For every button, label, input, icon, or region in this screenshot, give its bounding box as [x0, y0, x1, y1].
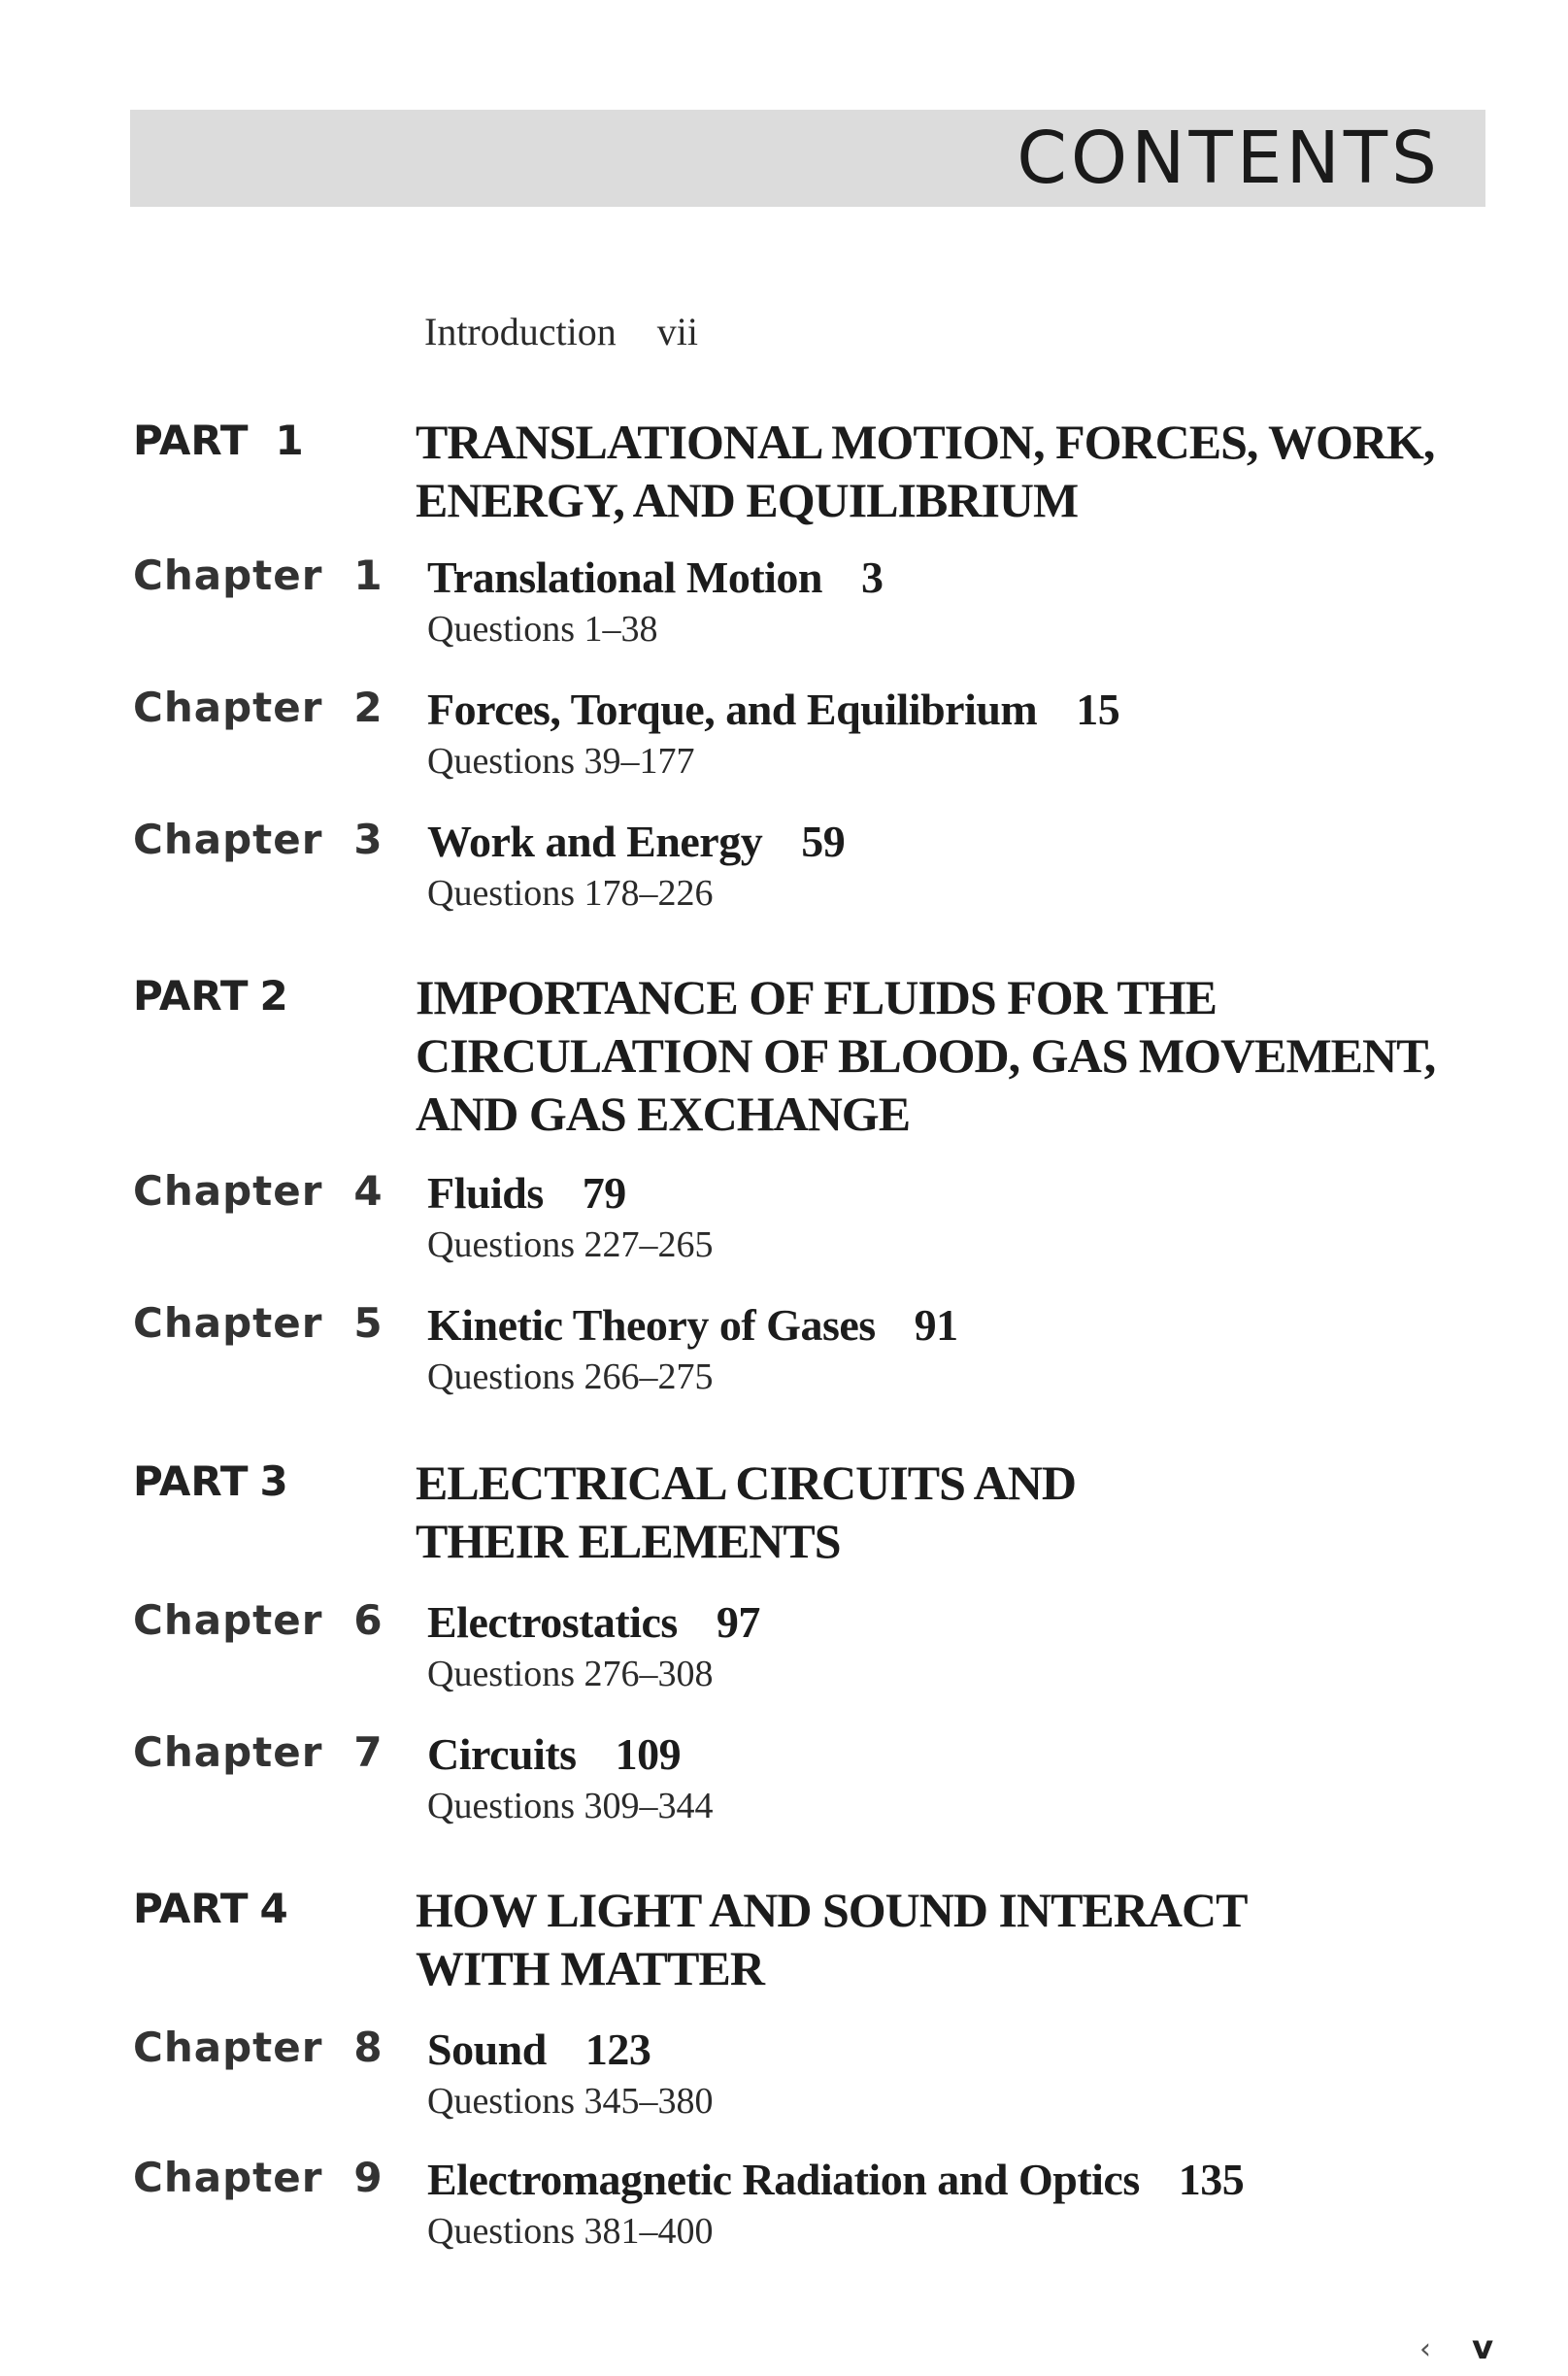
chapter-title[interactable] [427, 2154, 1244, 2206]
chapter-number: 8 [353, 2024, 384, 2071]
chapter-title-text: Translational Motion [427, 552, 823, 602]
chapter-page: 135 [1178, 2155, 1245, 2204]
part-title-line: HOW LIGHT AND SOUND INTERACT [416, 1883, 1248, 1937]
part-title[interactable] [416, 1454, 1076, 1570]
chapter-page: 123 [584, 2025, 651, 2074]
part-label-text: PART [133, 1885, 249, 1932]
introduction-label: Introduction [424, 310, 617, 353]
chapter-number: 1 [353, 552, 384, 599]
chapter-questions: Questions 39–177 [427, 741, 695, 782]
chapter-label-text: Chapter [133, 816, 323, 863]
part-title-line: WITH MATTER [416, 1941, 764, 1995]
part-title-line: ENERGY, AND EQUILIBRIUM [416, 473, 1079, 527]
chapter-title[interactable] [427, 816, 845, 868]
part-number: 3 [259, 1457, 288, 1505]
part-title-line: TRANSLATIONAL MOTION, FORCES, WORK, [416, 415, 1435, 469]
part-label-text: PART [133, 1457, 249, 1505]
contents-header-band [130, 110, 1485, 207]
chapter-title-text: Sound [427, 2025, 547, 2074]
chapter-number: 2 [353, 684, 384, 731]
chapter-title-text: Electromagnetic Radiation and Optics [427, 2155, 1140, 2204]
chapter-page: 79 [582, 1168, 626, 1218]
chapter-number: 9 [353, 2154, 384, 2201]
chapter-number: 5 [353, 1299, 384, 1347]
chapter-title[interactable] [427, 552, 884, 604]
chapter-label-text: Chapter [133, 2154, 323, 2201]
part-label [133, 1885, 288, 1933]
part-label [133, 1457, 288, 1506]
chapter-page: 109 [615, 1729, 682, 1779]
chapter-title[interactable] [427, 684, 1119, 736]
chapter-page: 97 [716, 1597, 760, 1647]
chapter-label-text: Chapter [133, 1299, 323, 1347]
chapter-label [133, 1167, 384, 1216]
chapter-label [133, 1596, 384, 1645]
chapter-questions: Questions 178–226 [427, 873, 714, 914]
chapter-title[interactable] [427, 1299, 958, 1352]
chapter-label-text: Chapter [133, 1167, 323, 1215]
chapter-label-text: Chapter [133, 1596, 323, 1644]
chapter-title[interactable] [427, 1167, 626, 1220]
chapter-label-text: Chapter [133, 684, 323, 731]
chapter-questions: Questions 1–38 [427, 609, 658, 650]
part-number: 4 [259, 1885, 288, 1932]
scan-mark-icon: ‹ [1419, 2332, 1431, 2366]
chapter-label [133, 552, 384, 600]
chapter-label [133, 816, 384, 864]
chapter-title[interactable] [427, 1596, 760, 1649]
chapter-page: 15 [1076, 685, 1120, 734]
part-label [133, 417, 304, 465]
page-number: v [1472, 2328, 1494, 2367]
page-footer [1419, 2328, 1493, 2367]
chapter-number: 4 [353, 1167, 384, 1215]
chapter-page: 59 [801, 817, 846, 866]
chapter-title-text: Kinetic Theory of Gases [427, 1300, 876, 1350]
part-title[interactable] [416, 968, 1435, 1143]
part-title-line: ELECTRICAL CIRCUITS AND [416, 1456, 1076, 1510]
toc-introduction[interactable] [424, 309, 698, 354]
chapter-title-text: Circuits [427, 1729, 577, 1779]
chapter-title-text: Fluids [427, 1168, 544, 1218]
part-title-line: CIRCULATION OF BLOOD, GAS MOVEMENT, [416, 1028, 1436, 1083]
chapter-label [133, 1728, 384, 1777]
chapter-label-text: Chapter [133, 1728, 323, 1776]
chapter-title-text: Forces, Torque, and Equilibrium [427, 685, 1038, 734]
part-number: 2 [259, 972, 288, 1020]
chapter-label [133, 684, 384, 732]
part-title[interactable] [416, 413, 1434, 529]
chapter-title[interactable] [427, 1728, 681, 1781]
chapter-questions: Questions 345–380 [427, 2081, 714, 2122]
part-number: 1 [275, 417, 304, 464]
part-title-line: IMPORTANCE OF FLUIDS FOR THE [416, 970, 1217, 1024]
chapter-label-text: Chapter [133, 2024, 323, 2071]
chapter-number: 6 [353, 1596, 384, 1644]
chapter-number: 3 [353, 816, 384, 863]
part-title-line: THEIR ELEMENTS [416, 1514, 841, 1568]
chapter-questions: Questions 266–275 [427, 1356, 714, 1397]
part-title-line: AND GAS EXCHANGE [416, 1087, 911, 1141]
chapter-label-text: Chapter [133, 552, 323, 599]
introduction-page: vii [656, 310, 698, 353]
chapter-questions: Questions 381–400 [427, 2211, 714, 2252]
chapter-label [133, 2024, 384, 2072]
chapter-questions: Questions 227–265 [427, 1224, 714, 1265]
part-label [133, 972, 288, 1021]
chapter-questions: Questions 276–308 [427, 1654, 714, 1694]
chapter-questions: Questions 309–344 [427, 1786, 714, 1826]
page-title: CONTENTS [1017, 117, 1441, 200]
chapter-title[interactable] [427, 2024, 651, 2076]
chapter-title-text: Work and Energy [427, 817, 763, 866]
part-label-text: PART [133, 972, 249, 1020]
part-title[interactable] [416, 1881, 1247, 1997]
chapter-label [133, 1299, 384, 1348]
part-label-text: PART [133, 417, 249, 464]
chapter-title-text: Electrostatics [427, 1597, 678, 1647]
chapter-page: 3 [861, 552, 884, 602]
chapter-label [133, 2154, 384, 2202]
chapter-number: 7 [353, 1728, 384, 1776]
chapter-page: 91 [914, 1300, 958, 1350]
